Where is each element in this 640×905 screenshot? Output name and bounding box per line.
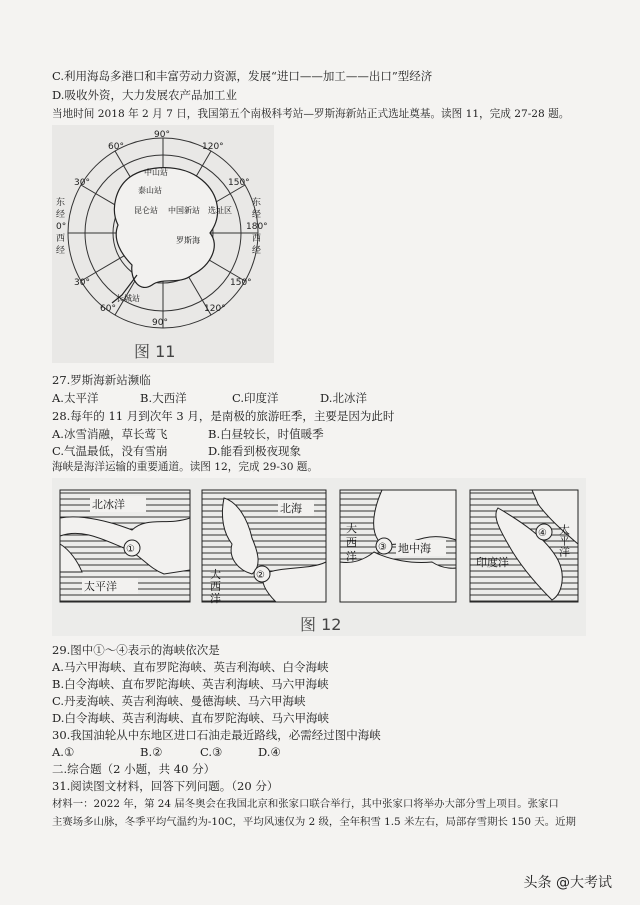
q27-option-d: D.北冰洋 [320,391,367,405]
material-1-line-2: 主赛场多山脉，冬季平均气温约为-10C，平均风速仅为 2 级，全年积雪 1.5 米左右，局部存雪期长 150 天。近期 [52,816,576,828]
strait-4-marker: ④ [538,528,547,539]
section-2-heading: 二.综合题（2 小题，共 40 分） [52,762,216,776]
new-station-label: 中国新站 [168,206,200,215]
deg-label: 150° [228,178,250,188]
deg-label: 60° [108,142,124,152]
north-sea-label: 北海 [280,502,302,515]
deg-label: 150° [230,278,252,288]
deg180-label: 180° [246,222,268,232]
intro-fig12: 海峡是海洋运输的重要通道。读图 12，完成 29-30 题。 [52,461,318,473]
q28-option-a: A.冰雪消融，草长莺飞 [52,427,168,441]
q28: 28.每年的 11 月到次年 3 月，是南极的旅游旺季，主要是因为此时 [52,409,395,423]
east-label: 东 [252,198,262,208]
strait-3-marker: ③ [378,542,387,553]
watermark: 头条 @大考试 [523,875,612,891]
jing-label: 经 [56,246,66,256]
q29-option-c: C.丹麦海峡、英吉利海峡、曼德海峡、马六甲海峡 [52,694,306,708]
deg-label: 120° [204,304,226,314]
atlantic-label-2: 西 [210,580,221,593]
kunlun-station: 昆仑站 [134,206,158,215]
strait-2-marker: ② [256,570,265,581]
q29-option-b: B.白令海峡、直布罗陀海峡、英吉利海峡、马六甲海峡 [52,677,329,691]
ross-label: 罗斯 [176,236,192,245]
jing-label: 经 [56,210,66,220]
option-d-text: D.吸收外资，大力发展农产品加工业 [52,88,237,102]
q28-option-c: C.气温最低，没有雪崩 [52,444,168,458]
material-1-line-1: 材料一：2022 年，第 24 届冬奥会在我国北京和张家口联合举行，其中张家口将举办大部分雪上项目。张家口 [52,798,559,810]
site-area-label: 选址区 [208,206,232,215]
strait-1-marker: ① [126,544,135,555]
q29-option-a: A.马六甲海峡、直布罗陀海峡、英吉利海峡、白令海峡 [52,660,329,674]
q29-option-d: D.白令海峡、英吉利海峡、直布罗陀海峡、马六甲海峡 [52,711,329,725]
deg-label: 30° [74,178,90,188]
pacific-right-label: 太平洋 [557,524,571,557]
deg-label: 90° [154,130,170,140]
q30-option-c: C.③ [200,745,223,759]
west-label: 西 [252,234,262,244]
zhongshan-station: 中山站 [144,168,168,177]
deg-label: 90° [152,318,168,328]
atlantic-label-1: 大 [210,568,221,581]
deg-label: 30° [74,278,90,288]
q28-option-b: B.白昼较长，时值暖季 [208,427,324,441]
mediterranean-label: 地中海 [398,542,431,555]
atlantic-b-label-2: 西 [346,536,357,549]
jing-label: 经 [252,210,262,220]
q27: 27.罗斯海新站濒临 [52,373,151,387]
figure-12-straits [52,478,586,636]
q30-option-a: A.① [52,745,75,759]
q30-option-d: D.④ [258,745,281,759]
pacific-ocean-label: 太平洋 [84,580,117,593]
intro-fig11: 当地时间 2018 年 2 月 7 日，我国第五个南极科考站—罗斯海新站正式选址奠基。读图 11，完成 27-28 题。 [52,108,570,120]
east-label: 东 [56,198,66,208]
figure-12-caption: 图 12 [300,615,342,634]
deg-label: 120° [202,142,224,152]
q31: 31.阅读图文材料，回答下列问题。（20 分） [52,779,279,793]
q29: 29.图中①～④表示的海峡依次是 [52,643,220,657]
west-label: 西 [56,234,66,244]
figure-11-antarctica-map [52,125,274,363]
q30-option-b: B.② [140,745,163,759]
taishan-station: 泰山站 [138,186,162,195]
jing-label: 经 [252,246,262,256]
q27-option-c: C.印度洋 [232,391,279,405]
q28-option-d: D.能看到极夜现象 [208,444,301,458]
zero-label: 0° [56,222,67,232]
q30: 30.我国油轮从中东地区进口石油走最近路线，必需经过图中海峡 [52,728,381,742]
atlantic-b-label-1: 大 [346,522,357,535]
deg-label: 60° [100,304,116,314]
indian-ocean-label: 印度洋 [476,556,509,569]
q27-option-a: A.太平洋 [52,391,99,405]
sea-label: 海 [192,236,200,245]
changcheng-station: 长城站 [116,294,140,303]
figure-11-caption: 图 11 [134,342,176,361]
arctic-ocean-label: 北冰洋 [92,498,125,511]
option-c-text: C.利用海岛多港口和丰富劳动力资源，发展“进口——加工——出口”型经济 [52,69,433,83]
q27-option-b: B.大西洋 [140,391,187,405]
atlantic-label-3: 洋 [210,592,221,605]
atlantic-b-label-3: 洋 [346,550,357,563]
